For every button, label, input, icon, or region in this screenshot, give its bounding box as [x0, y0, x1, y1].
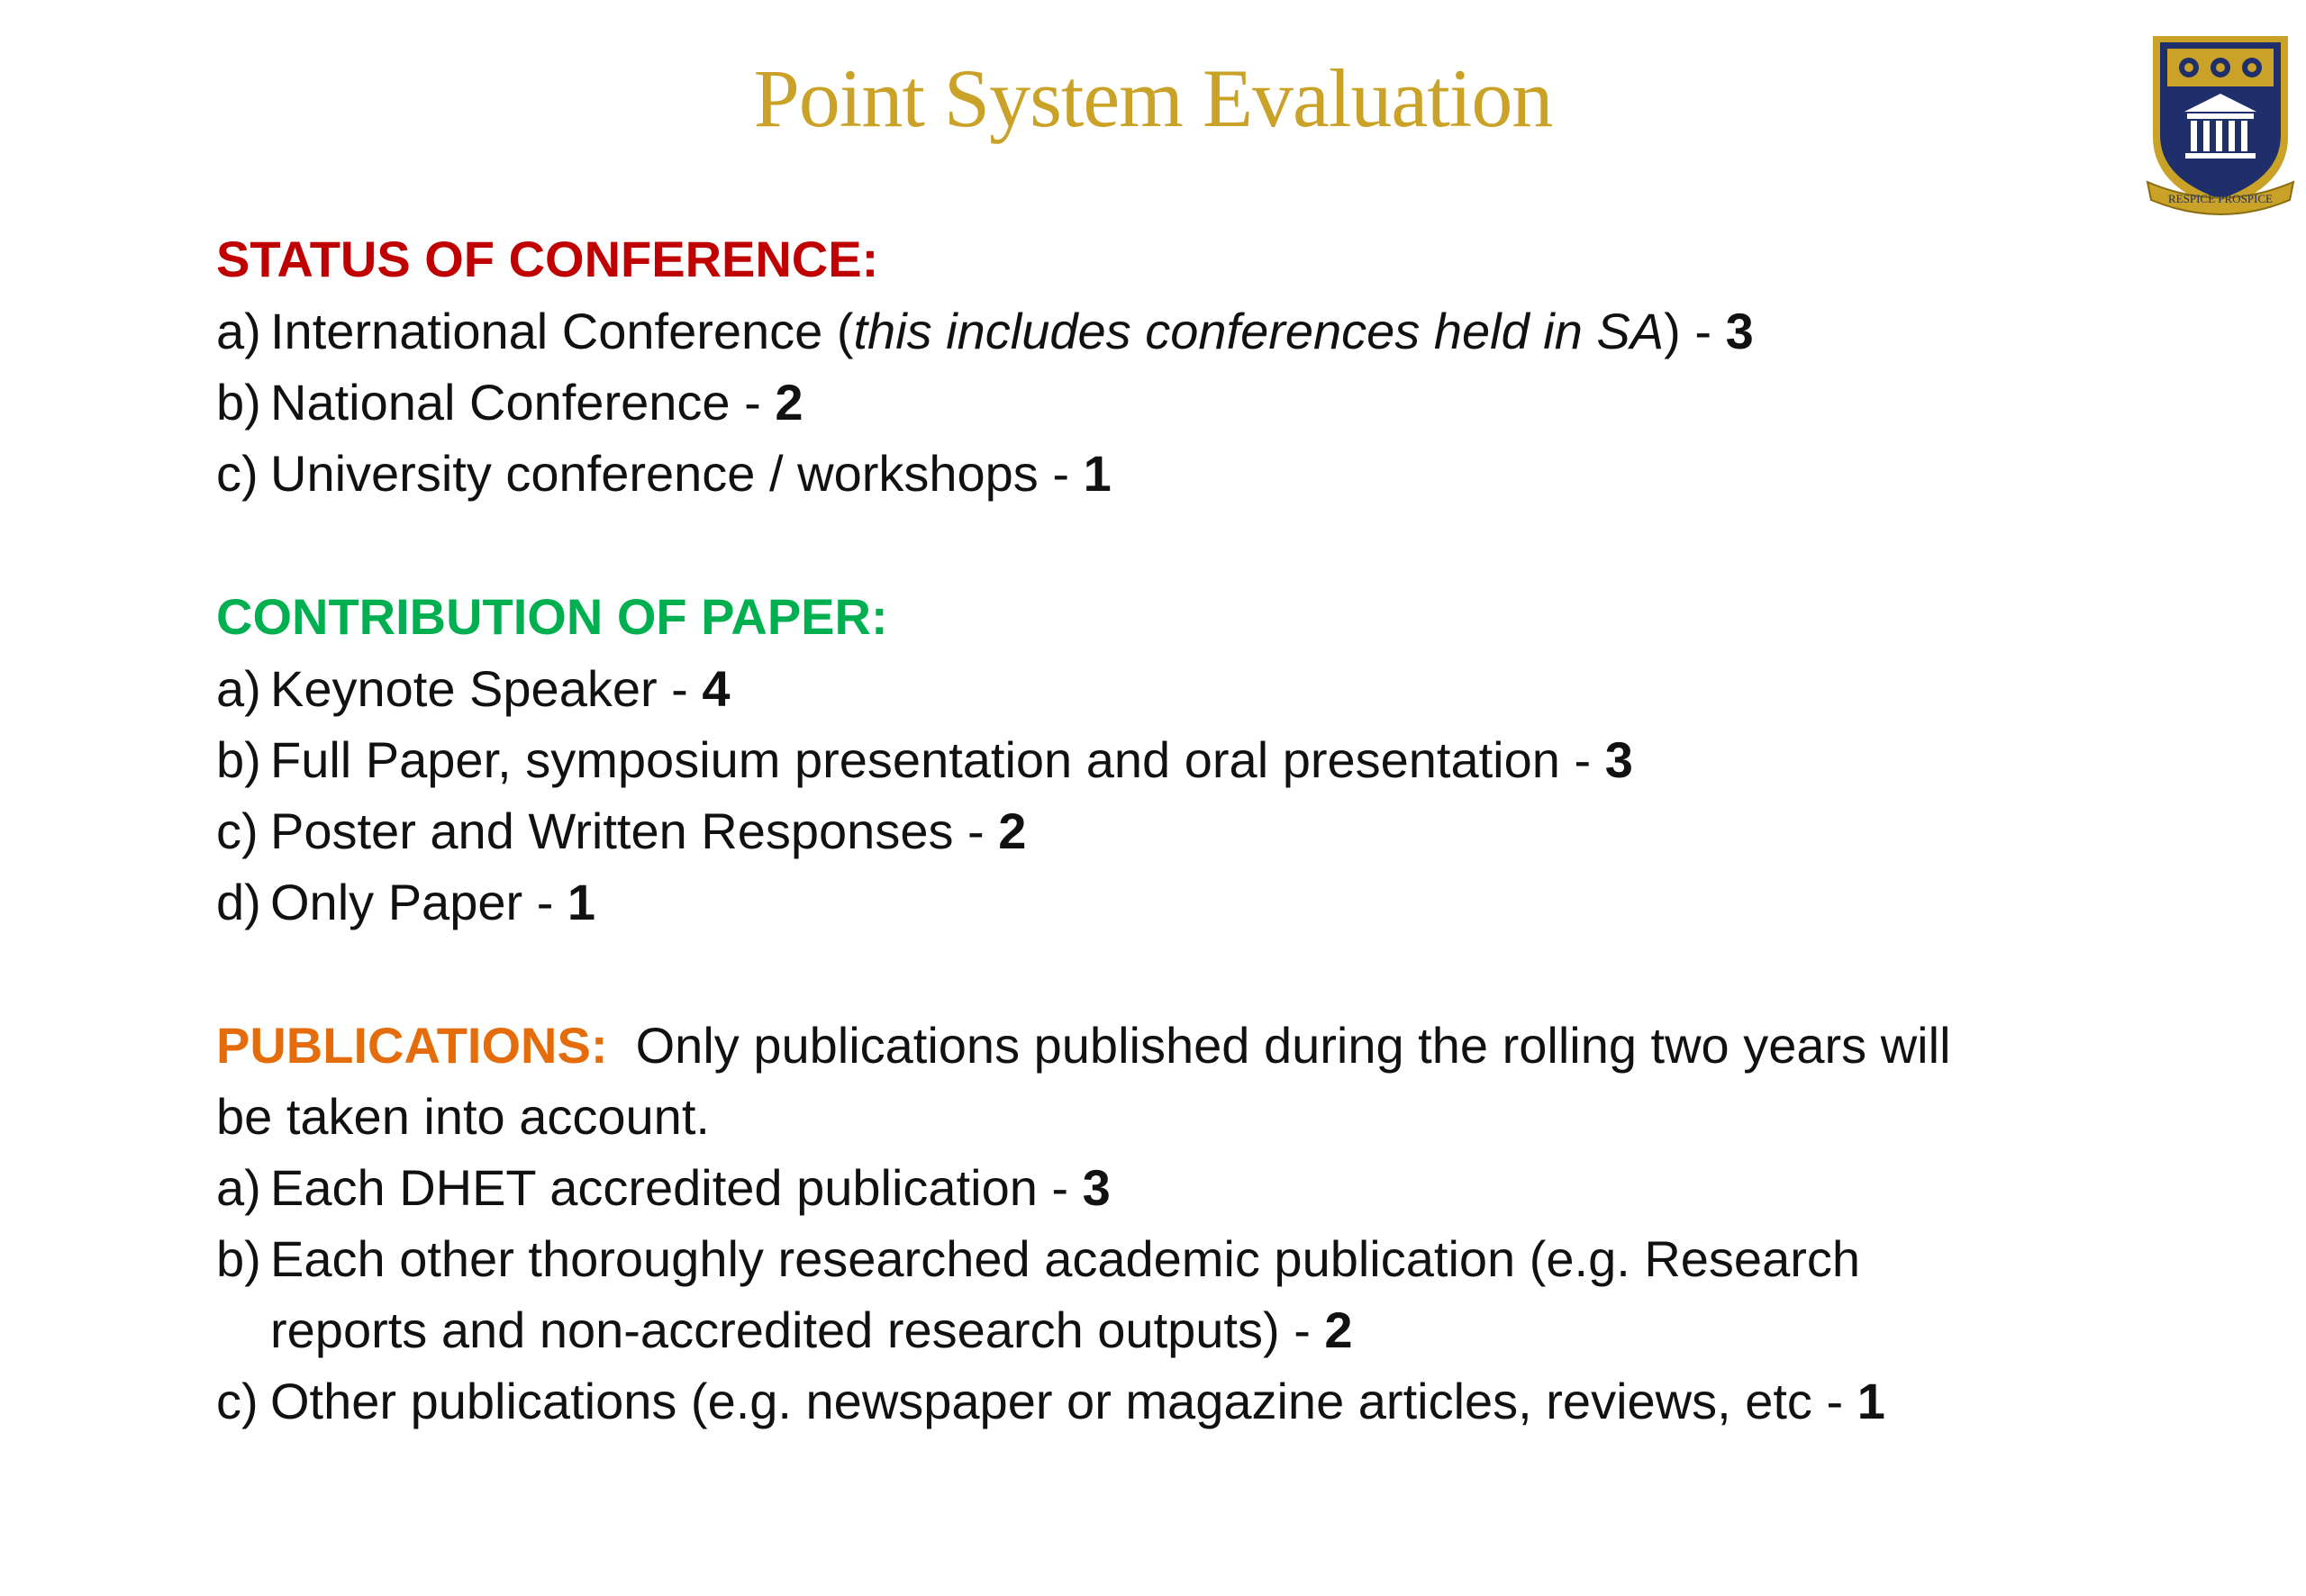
list-marker: c): [216, 445, 259, 502]
points-value: 2: [1324, 1301, 1353, 1358]
publications-item-b-continued: [216, 1294, 2198, 1365]
section-spacer: [216, 938, 2198, 1010]
points-value: 3: [1082, 1159, 1111, 1216]
slide-title: Point System Evaluation: [753, 52, 1553, 144]
list-item-text: Only Paper - 1: [270, 874, 596, 930]
list-marker: c): [216, 803, 259, 859]
contribution-item-d: [216, 866, 2198, 938]
list-item-text: Full Paper, symposium presentation and oral presentation - 3: [270, 731, 1633, 788]
publications-heading: PUBLICATIONS:: [216, 1017, 608, 1074]
list-item-text: International Conference (this includes conferences held in SA) - 3: [270, 303, 1754, 359]
list-marker: b): [216, 731, 261, 788]
contribution-item-c: [216, 795, 2198, 866]
points-value: 2: [998, 803, 1027, 859]
list-item-text: National Conference - 2: [270, 374, 803, 431]
points-value: 2: [775, 374, 803, 431]
list-item-text: Poster and Written Responses - 2: [270, 803, 1027, 859]
contribution-of-paper-heading: CONTRIBUTION OF PAPER:: [216, 588, 888, 645]
list-item-text: reports and non-accredited research outputs) - 2: [270, 1301, 1353, 1358]
points-value: 3: [1604, 731, 1633, 788]
list-marker: a): [216, 303, 261, 359]
publications-item-b: [216, 1223, 2198, 1294]
points-value: 1: [567, 874, 596, 930]
publications-intro-text: Only publications published during the rolling two years will: [635, 1017, 1951, 1074]
status-item-b: [216, 367, 2198, 438]
publications-item-a: [216, 1152, 2198, 1223]
publications-intro: [216, 1010, 2198, 1081]
list-marker: a): [216, 1159, 261, 1216]
svg-text:RESPICE PROSPICE: RESPICE PROSPICE: [2168, 192, 2273, 205]
status-item-c: [216, 438, 2198, 509]
list-marker: a): [216, 660, 261, 717]
list-marker: d): [216, 874, 261, 930]
publications-intro-continued: be taken into account.: [216, 1088, 710, 1145]
contribution-item-b: [216, 724, 2198, 795]
section-spacer: [216, 509, 2198, 581]
list-item-text: University conference / workshops - 1: [270, 445, 1112, 502]
status-of-conference-heading: STATUS OF CONFERENCE:: [216, 231, 879, 287]
list-item-text: Each DHET accredited publication - 3: [270, 1159, 1111, 1216]
contribution-item-a: [216, 653, 2198, 724]
points-value: 4: [702, 660, 731, 717]
list-marker: b): [216, 1230, 261, 1287]
slide-content: [216, 223, 2198, 1437]
list-item-text: Other publications (e.g. newspaper or magazine articles, reviews, etc - 1: [270, 1373, 1885, 1429]
university-crest-logo: [2144, 29, 2297, 218]
list-marker: b): [216, 374, 261, 431]
list-item-text: Keynote Speaker - 4: [270, 660, 731, 717]
list-item-text: Each other thoroughly researched academic publication (e.g. Research: [270, 1230, 1861, 1287]
publications-item-c: [216, 1365, 2198, 1437]
points-value: 1: [1083, 445, 1112, 502]
list-marker: c): [216, 1373, 259, 1429]
points-value: 3: [1725, 303, 1754, 359]
status-item-a: [216, 295, 2198, 367]
points-value: 1: [1857, 1373, 1885, 1429]
